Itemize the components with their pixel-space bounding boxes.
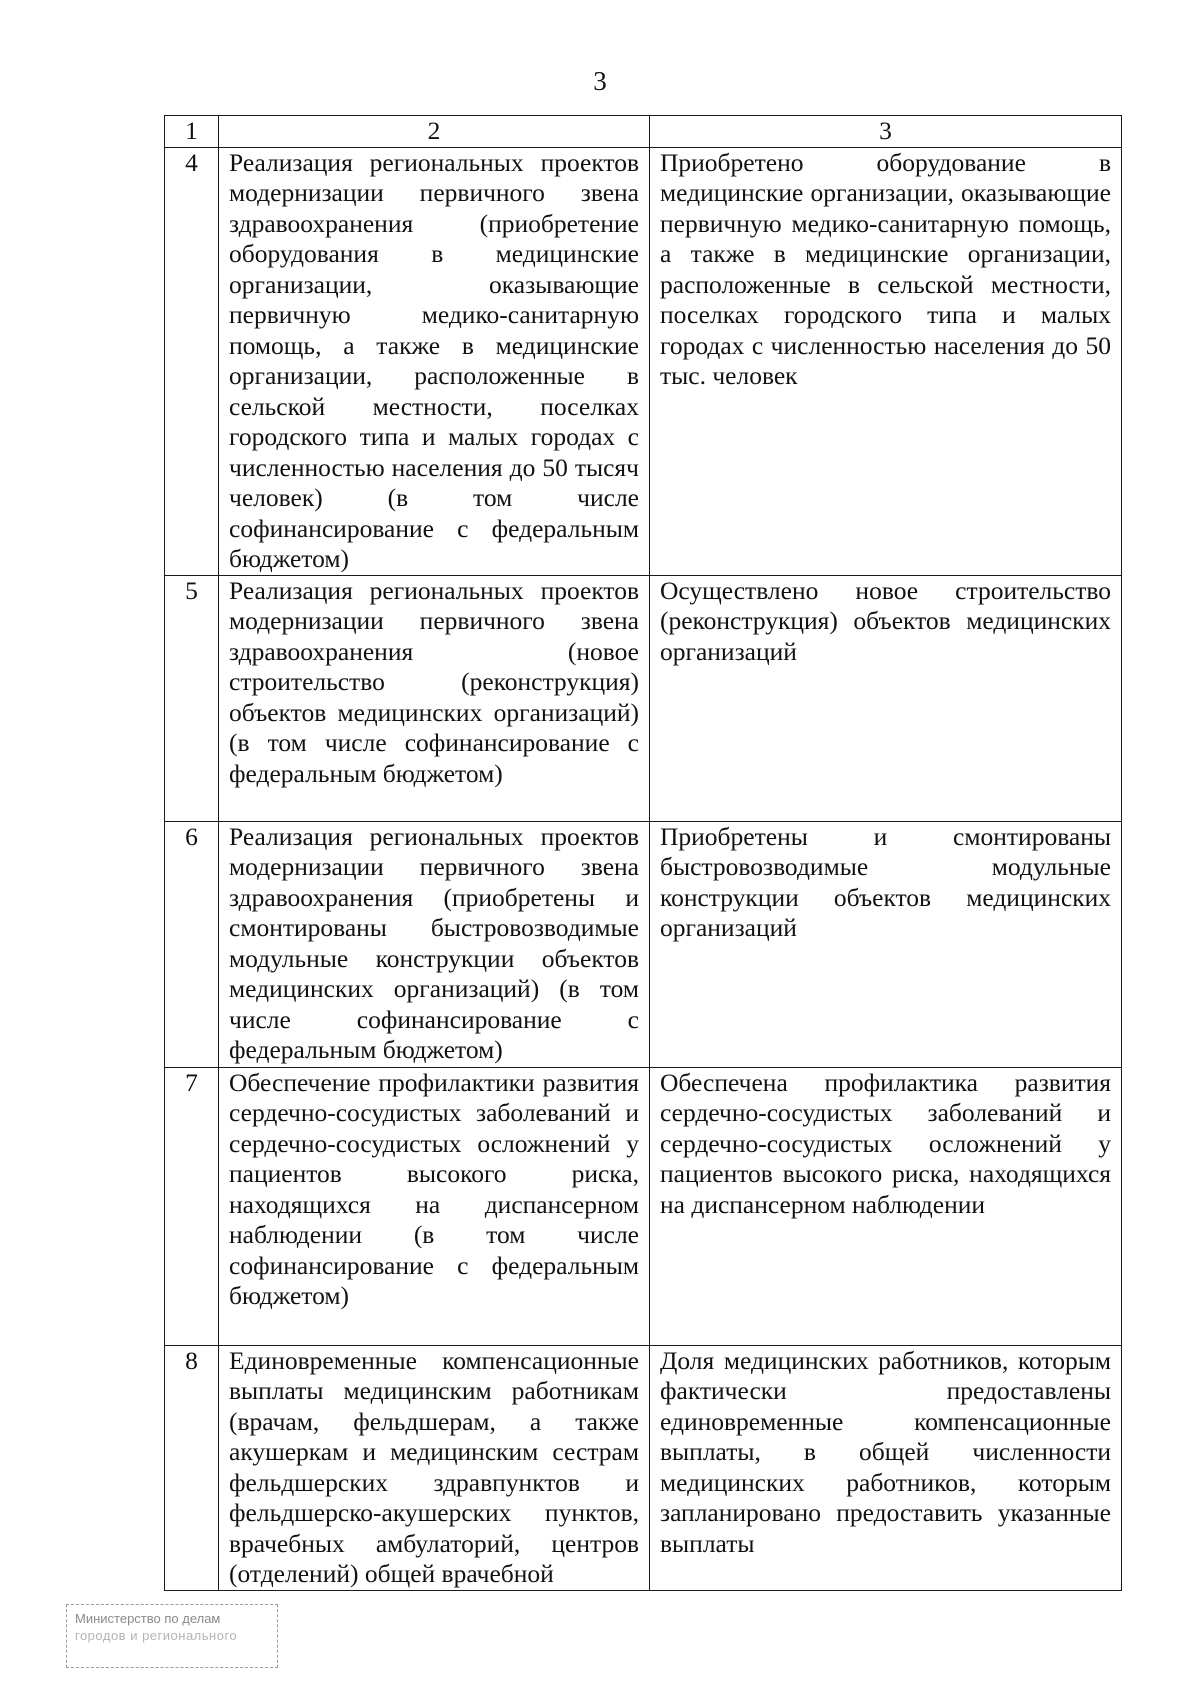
activity-cell: Реализация региональных проектов модернизации первичного звена здравоохранения (новое строительство (реконструкция) объектов медицинских организаций) (в том числе софинансирование с федеральным бюджетом) (219, 575, 650, 821)
row-number: 7 (165, 1067, 219, 1345)
table-row (165, 575, 1122, 821)
activity-cell: Реализация региональных проектов модернизации первичного звена здравоохранения (приобретение оборудования в медицинские организации, оказывающие первичную медико-санитарную помощь, а также в медицинские организации, расположенные в сельской местности, поселках городского типа и малых городах с численностью населения до 50 тысяч человек) (в том числе софинансирование с федеральным бюджетом) (219, 147, 650, 575)
document-table (164, 115, 1122, 1591)
row-number: 8 (165, 1345, 219, 1590)
result-cell: Осуществлено новое строительство (реконструкция) объектов медицинских организаций (650, 575, 1122, 821)
header-cell-1: 1 (165, 116, 219, 148)
row-number: 4 (165, 147, 219, 575)
stamp-line-1: Министерство по делам (75, 1611, 221, 1626)
result-cell: Обеспечена профилактика развития сердечно-сосудистых заболеваний и сердечно-сосудистых осложнений у пациентов высокого риска, находящихся на диспансерном наблюдении (650, 1067, 1122, 1345)
row-number: 5 (165, 575, 219, 821)
result-cell: Доля медицинских работников, которым фактически предоставлены единовременные компенсационные выплаты, в общей численности медицинских работников, которым запланировано предоставить указанные выплаты (650, 1345, 1122, 1590)
table-row (165, 821, 1122, 1067)
result-cell: Приобретены и смонтированы быстровозводимые модульные конструкции объектов медицинских организаций (650, 821, 1122, 1067)
result-cell: Приобретено оборудование в медицинские организации, оказывающие первичную медико-санитарную помощь, а также в медицинские организации, расположенные в сельской местности, поселках городского типа и малых городах с численностью населения до 50 тыс. человек (650, 147, 1122, 575)
activity-cell: Реализация региональных проектов модернизации первичного звена здравоохранения (приобретены и смонтированы быстровозводимые модульные конструкции объектов медицинских организаций) (в том числе софинансирование с федеральным бюджетом) (219, 821, 650, 1067)
activity-cell: Единовременные компенсационные выплаты медицинским работникам (врачам, фельдшерам, а также акушеркам и медицинским сестрам фельдшерских здравпунктов и фельдшерско-акушерских пунктов, врачебных амбулаторий, центров (отделений) общей врачебной (219, 1345, 650, 1590)
table-row (165, 1345, 1122, 1590)
table-row (165, 1067, 1122, 1345)
table-row (165, 147, 1122, 575)
header-cell-2: 2 (219, 116, 650, 148)
header-cell-3: 3 (650, 116, 1122, 148)
page-number: 3 (593, 66, 607, 96)
activity-cell: Обеспечение профилактики развития сердечно-сосудистых заболеваний и сердечно-сосудистых осложнений у пациентов высокого риска, находящихся на диспансерном наблюдении (в том числе софинансирование с федеральным бюджетом) (219, 1067, 650, 1345)
row-number: 6 (165, 821, 219, 1067)
table-header-row (165, 116, 1122, 148)
ministry-stamp (66, 1604, 278, 1668)
stamp-line-2: городов и регионального (75, 1628, 238, 1643)
